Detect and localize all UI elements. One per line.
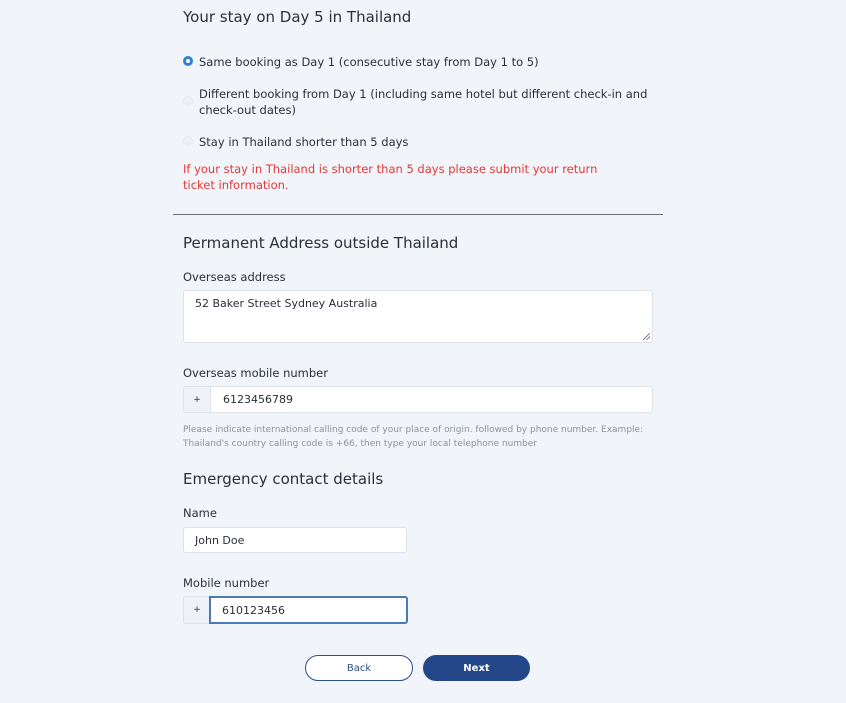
section-divider bbox=[173, 214, 663, 215]
next-button[interactable]: Next bbox=[423, 655, 530, 681]
stay-warning-text: If your stay in Thailand is shorter than 5 days please submit your return ticket information. bbox=[183, 162, 598, 192]
emergency-mobile-prefix: + bbox=[183, 596, 210, 624]
address-section-title: Permanent Address outside Thailand bbox=[183, 234, 459, 252]
overseas-mobile-input[interactable]: 6123456789 bbox=[210, 386, 653, 413]
overseas-address-label: Overseas address bbox=[183, 270, 286, 284]
radio-option-label: Stay in Thailand shorter than 5 days bbox=[199, 135, 409, 149]
radio-option-label: Different booking from Day 1 (including same hotel but different check-in and check-out dates) bbox=[199, 87, 648, 117]
stay-section-title: Your stay on Day 5 in Thailand bbox=[183, 8, 412, 26]
overseas-mobile-prefix: + bbox=[183, 386, 210, 413]
emergency-mobile-input[interactable]: 610123456 bbox=[209, 596, 408, 624]
radio-option-shorter-stay[interactable] bbox=[183, 134, 408, 150]
radio-unchecked-icon[interactable] bbox=[183, 136, 193, 146]
overseas-address-textarea[interactable] bbox=[183, 290, 653, 343]
emergency-name-label: Name bbox=[183, 506, 217, 520]
resize-grip-icon[interactable] bbox=[643, 333, 650, 340]
radio-unchecked-icon[interactable] bbox=[183, 96, 193, 106]
emergency-mobile-label: Mobile number bbox=[183, 576, 270, 590]
radio-option-different-booking[interactable] bbox=[183, 86, 653, 118]
radio-option-same-booking[interactable] bbox=[183, 54, 539, 70]
overseas-address-value: 52 Baker Street Sydney Australia bbox=[195, 297, 378, 310]
emergency-name-input[interactable]: John Doe bbox=[183, 527, 407, 553]
radio-checked-icon[interactable] bbox=[183, 56, 193, 66]
overseas-mobile-label: Overseas mobile number bbox=[183, 366, 328, 380]
radio-option-label: Same booking as Day 1 (consecutive stay from Day 1 to 5) bbox=[199, 55, 539, 69]
back-button[interactable]: Back bbox=[305, 655, 413, 681]
overseas-mobile-help-text: Please indicate international calling code of your place of origin. followed by phone number. Example: Thailand's country calling code is +66, then type your local telephone number bbox=[183, 425, 644, 449]
emergency-section-title: Emergency contact details bbox=[183, 470, 384, 488]
